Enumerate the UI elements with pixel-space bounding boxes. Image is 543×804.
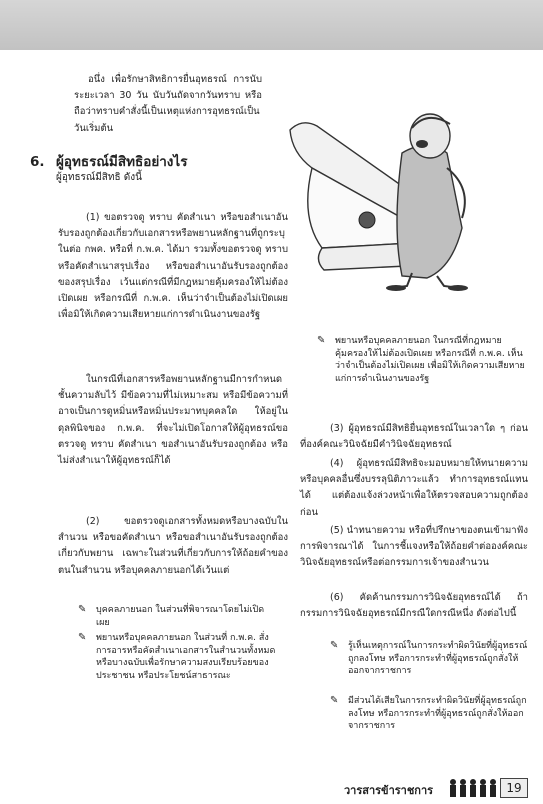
town-crier-illustration bbox=[262, 108, 527, 293]
note-3-text: พยานหรือบุคคลภายนอก ในส่วนที่ ก.พ.ค. สั่งการอารหรือคัดสำเนาเอกสารในสำนวนทั้งหมดหรือบางฉบับเพื่อรักษาความสงบเรียบร้อยของประชาชน หรือประโยชน์สาธารณะ bbox=[96, 633, 276, 681]
note-2 bbox=[78, 604, 276, 629]
note-5-text: มีส่วนได้เสียในการกระทำผิดวินัยที่ผู้อุทธรณ์ถูกลงโทษ หรือการกระทำที่ผู้อุทธรณ์ถูกสั่งให้ออกจากราชการ bbox=[348, 696, 527, 731]
paragraph-2: ในกรณีที่เอกสารหรือพยานหลักฐานมีการกำหนดชั้นความลับไว้ มีข้อความที่ไม่เหมาะสม หรือมีข้อความที่อาจเป็นการดูหมิ่นหรือหมิ่นประมาทบุคคลใด ให้อยู่ในดุลพินิจของ ก.พ.ค. ที่จะไม่เปิดโอกาสให้ผู้อุทธรณ์ขอตรวจดู ทราบ คัดสำเนา ขอสำเนาอันรับรองถูกต้อง หรือไม่ส่งสำเนาให้ผู้อุทธรณ์ก็ได้ bbox=[58, 374, 288, 467]
section-number: 6. bbox=[30, 154, 45, 170]
pencil-note-icon: ✎ bbox=[78, 604, 87, 615]
note-1-text: พยานหรือบุคคลภายนอก ในกรณีที่กฎหมายคุ้มครองให้ไม่ต้องเปิดเผย หรือกรณีที่ ก.พ.ค. เห็นว่าจำเป็นต้องไม่เปิดเผย เพื่อมิให้เกิดความเสียหายแก่การดำเนินงานของรัฐ bbox=[335, 336, 525, 384]
paragraph-3: (2) ขอตรวจดูเอกสารทั้งหมดหรือบางฉบับในสำนวน หรือขอคัดสำเนา หรือขอสำเนาอันรับรองถูกต้องเกี่ยวกับพยาน เฉพาะในส่วนที่เกี่ยวกับการให้ถ้อยคำของตนในสำนวน หรือบุคคลภายนอกได้เว้นแต่ bbox=[58, 516, 288, 576]
right1-paragraph: (1) ขอตรวจดู ทราบ คัดสำเนา หรือขอสำเนาอันรับรองถูกต้องเกี่ยวกับเอกสารหรือพยานหลักฐานที่ถูกระบุในต่อ กพค. หรือที่ ก.พ.ค. ได้มา รวมทั้งขอตรวจดู ทราบ หรือคัดสำเนาสรุปเรื่อง หรือขอสำเนาอันรับรองถูกต้องของสรุปเรื่อง เว้นแต่กรณีที่มีกฎหมายคุ้มครองให้ไม่ต้องเปิดเผย หรือกรณีที่ ก.พ.ค. เห็นว่าจำเป็นต้องไม่เปิดเผยเพื่อมิให้เกิดความเสียหายแก่การดำเนินงานของรัฐ bbox=[58, 212, 288, 321]
note-4-text: รู้เห็นเหตุการณ์ในการกระทำผิดวินัยที่ผู้อุทธรณ์ถูกลงโทษ หรือการกระทำที่ผู้อุทธรณ์ถูกสั่งให้ออกจากราชการ bbox=[348, 641, 528, 676]
paragraph-5: (4) ผู้อุทธรณ์มีสิทธิจะมอบหมายให้ทนายความ หรือบุคคลอื่นซึ่งบรรลุนิติภาวะแล้ว ทำการอุทธรณ์แทนได้ แต่ต้องแจ้งล่วงหน้าเพื่อให้ตรวจสอบความถูกต้องก่อน bbox=[300, 458, 528, 518]
paragraph-7: (6) คัดค้านกรรมการวินิจฉัยอุทธรณ์ได้ ถ้ากรรมการวินิจฉัยอุทธรณ์มีกรณีใดกรณีหนึ่ง ดังต่อไปนี้ bbox=[300, 592, 528, 620]
pencil-note-icon: ✎ bbox=[78, 632, 87, 643]
page-number: 19 bbox=[500, 778, 528, 798]
note-1 bbox=[317, 335, 525, 385]
note-5 bbox=[330, 695, 528, 733]
note-2-text: บุคคลภายนอก ในส่วนที่พิจารณาโดยไม่เปิดเผย bbox=[96, 605, 265, 628]
section-title: ผู้อุทธรณ์มีสิทธิอย่างไร bbox=[56, 154, 188, 170]
paragraph-4: (3) ผู้อุทธรณ์มีสิทธิยื่นอุทธรณ์ในเวลาใด ๆ ก่อนที่องค์คณะวินิจฉัยมีคำวินิจฉัยอุทธรณ์ bbox=[300, 423, 528, 451]
section-heading bbox=[30, 150, 187, 172]
note-4 bbox=[330, 640, 528, 678]
note-3 bbox=[78, 632, 276, 682]
pencil-note-icon: ✎ bbox=[330, 640, 339, 651]
journal-title: วารสารข้าราชการ bbox=[344, 784, 434, 797]
people-silhouette-icon bbox=[448, 778, 498, 798]
intro-paragraph: อนึ่ง เพื่อรักษาสิทธิการยื่นอุทธรณ์ การนับระยะเวลา 30 วัน นับวันถัดจากวันทราบ หรือถือว่าทราบคำสั่งนี้เป็นเหตุแห่งการอุทธรณ์เป็นวันเริ่มต้น bbox=[74, 74, 262, 134]
section-subheading: ผู้อุทธรณ์มีสิทธิ ดังนี้ bbox=[56, 172, 142, 183]
paragraph-6: (5) นำทนายความ หรือที่ปรึกษาของตนเข้ามาฟังการพิจารณาได้ ในการชี้แจงหรือให้ถ้อยคำต่อองค์คณะวินิจฉัยอุทธรณ์หรือต่อกรรมการเจ้าของสำนวน bbox=[300, 525, 528, 569]
pencil-note-icon: ✎ bbox=[317, 335, 326, 346]
page-footer bbox=[320, 776, 543, 804]
page-header-band bbox=[0, 0, 543, 50]
pencil-note-icon: ✎ bbox=[330, 695, 339, 706]
